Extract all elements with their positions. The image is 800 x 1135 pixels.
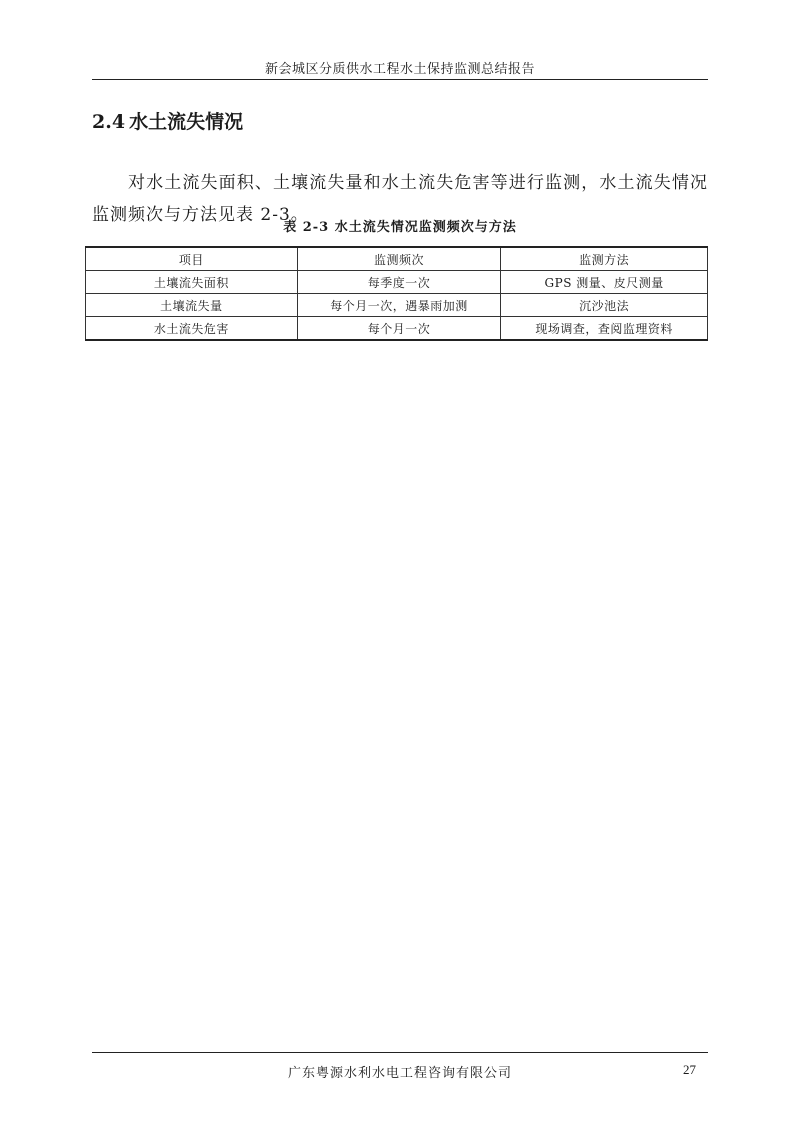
monitoring-table xyxy=(85,246,708,341)
table-cell-frequency: 每个月一次，遇暴雨加测 xyxy=(297,294,501,317)
page-header: 新会城区分质供水工程水土保持监测总结报告 xyxy=(264,62,535,77)
section-heading xyxy=(92,108,243,136)
header-rule xyxy=(92,79,708,80)
table-cell-frequency: 每个月一次 xyxy=(297,317,501,341)
table-cell-item: 土壤流失面积 xyxy=(86,271,298,294)
table-cell-item: 土壤流失量 xyxy=(86,294,298,317)
table-cell-frequency: 每季度一次 xyxy=(297,271,501,294)
table-cell-method: 沉沙池法 xyxy=(501,294,708,317)
table-cell-method: 现场调查，查阅监理资料 xyxy=(501,317,708,341)
table-row xyxy=(86,317,708,341)
table-row xyxy=(86,294,708,317)
body-paragraph: 对水土流失面积、土壤流失量和水土流失危害等进行监测，水土流失情况监测频次与方法见表 2-3。 xyxy=(92,173,708,225)
table-cell-method: GPS 测量、皮尺测量 xyxy=(501,271,708,294)
table-header-item: 项目 xyxy=(86,247,298,271)
section-number: 2.4 xyxy=(92,111,126,133)
table-header-row xyxy=(86,247,708,271)
footer-rule xyxy=(92,1052,708,1053)
footer-company: 广东粤源水利水电工程咨询有限公司 xyxy=(287,1066,512,1081)
table-header-frequency: 监测频次 xyxy=(297,247,501,271)
table-header-method: 监测方法 xyxy=(501,247,708,271)
table-cell-item: 水土流失危害 xyxy=(86,317,298,341)
table-caption: 表 2-3 水土流失情况监测频次与方法 xyxy=(283,220,517,235)
table-row xyxy=(86,271,708,294)
page-number: 27 xyxy=(683,1062,696,1077)
section-title: 水土流失情况 xyxy=(129,111,244,133)
